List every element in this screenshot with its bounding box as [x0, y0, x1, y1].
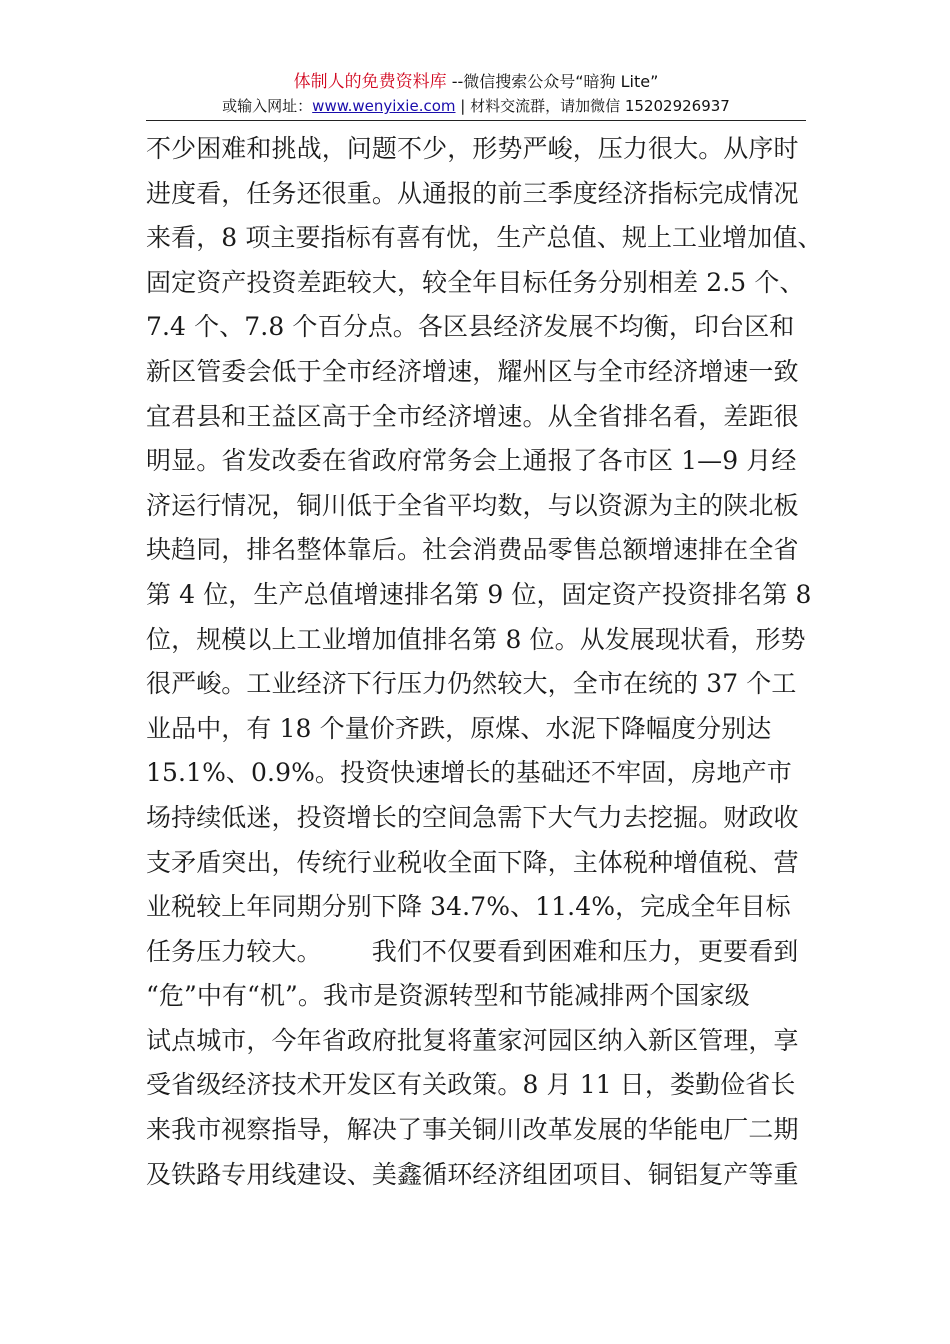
text-line: 新区管委会低于全市经济增速，耀州区与全市经济增速一致 — [146, 356, 799, 386]
text-line: 块趋同，排名整体靠后。社会消费品零售总额增速排在全省 — [146, 535, 799, 565]
text-line: 场持续低迷，投资增长的空间急需下大气力去挖掘。财政收 — [146, 802, 799, 832]
text-line: 固定资产投资差距较大，较全年目标任务分别相差 2.5 个、 — [146, 267, 805, 297]
text-line: 受省级经济技术开发区有关政策。8 月 11 日，娄勤俭省长 — [146, 1070, 796, 1100]
text-line: 试点城市，今年省政府批复将董家河园区纳入新区管理，享 — [146, 1025, 799, 1055]
text-line: 15.1%、0.9%。投资快速增长的基础还不牢固，房地产市 — [146, 758, 792, 788]
text-line: 宜君县和王益区高于全市经济增速。从全省排名看，差距很 — [146, 401, 799, 431]
header-line-2 — [146, 94, 806, 118]
text-line: 支矛盾突出，传统行业税收全面下降，主体税种增值税、营 — [146, 847, 799, 877]
paragraph-start: 我们不仅要看到困难和压力，更要看到 — [371, 936, 799, 966]
website-link[interactable]: www.wenyixie.com — [312, 97, 456, 115]
text-line: 7.4 个、7.8 个百分点。各区县经济发展不均衡，印台区和 — [146, 312, 795, 342]
text-line: 济运行情况，铜川低于全省平均数，与以资源为主的陕北板 — [146, 490, 799, 520]
text-line: 来看，8 项主要指标有喜有忧，生产总值、规上工业增加值、 — [146, 223, 823, 253]
header-divider — [146, 120, 806, 121]
text-line-mixed — [146, 930, 808, 975]
text-line: 及铁路专用线建设、美鑫循环经济组团项目、铜铝复产等重 — [146, 1159, 799, 1189]
text-line: 来我市视察指导，解决了事关铜川改革发展的华能电厂二期 — [146, 1115, 799, 1145]
text-line: 业税较上年同期分别下降 34.7%、11.4%，完成全年目标 — [146, 892, 791, 922]
page-header — [146, 70, 806, 118]
text-line: 很严峻。工业经济下行压力仍然较大，全市在统的 37 个工 — [146, 669, 797, 699]
header-line-1 — [146, 70, 806, 94]
contact-info: 材料交流群，请加微信 15202926937 — [470, 97, 730, 115]
text-line: 不少困难和挑战，问题不少，形势严峻，压力很大。从序时 — [146, 134, 799, 163]
text-line: 业品中，有 18 个量价齐跌，原煤、水泥下降幅度分别达 — [146, 713, 772, 743]
paragraph-end: 任务压力较大。 — [146, 936, 322, 966]
body-text — [146, 127, 823, 1197]
header-separator: | — [455, 97, 471, 115]
text-line: 第 4 位，生产总值增速排名第 9 位，固定资产投资排名第 8 — [146, 579, 812, 609]
site-name: 体制人的免费资料库 — [293, 72, 447, 92]
text-line: 明显。省发改委在省政府常务会上通报了各市区 1—9 月经 — [146, 446, 797, 476]
text-line: 位，规模以上工业增加值排名第 8 位。从发展现状看，形势 — [146, 624, 806, 654]
url-label: 或输入网址： — [222, 97, 313, 115]
text-line: 进度看，任务还很重。从通报的前三季度经济指标完成情况 — [146, 178, 799, 208]
text-line: “危”中有“机”。我市是资源转型和节能减排两个国家级 — [146, 981, 750, 1011]
wechat-hint: --微信搜索公众号“暗狗 Lite” — [446, 72, 659, 91]
